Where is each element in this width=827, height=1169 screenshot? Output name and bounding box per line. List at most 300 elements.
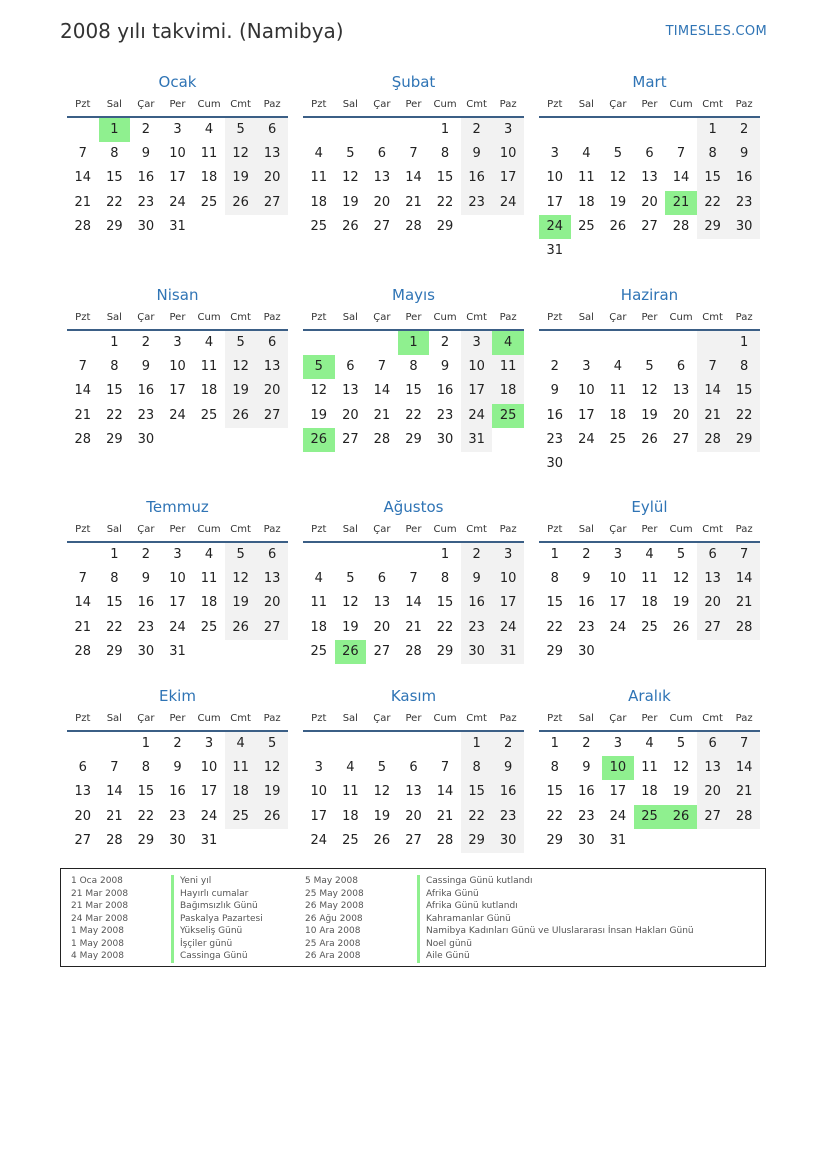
holiday-name: Hayırlı cumalar bbox=[171, 888, 263, 901]
weekday-header bbox=[539, 93, 760, 118]
day-cell: 16 bbox=[461, 166, 493, 190]
day-cell: 19 bbox=[225, 379, 257, 403]
day-cell: 23 bbox=[137, 194, 155, 210]
day-cell: 3 bbox=[613, 547, 623, 562]
weekday-label: Sal bbox=[342, 312, 358, 323]
empty-day-cell bbox=[67, 331, 99, 355]
day-cell: 18 bbox=[200, 170, 218, 186]
weekday-label: Çar bbox=[373, 524, 391, 535]
day-cell: 25 bbox=[200, 407, 218, 423]
day-cell: 24 bbox=[492, 191, 524, 215]
day-cell: 24 bbox=[169, 407, 186, 423]
holiday-day-cell: 24 bbox=[539, 215, 571, 239]
holiday-name: Aile Günü bbox=[417, 950, 694, 963]
month-name: Haziran bbox=[620, 286, 679, 304]
weekday-header bbox=[67, 93, 288, 118]
day-grid bbox=[303, 732, 524, 853]
day-cell: 28 bbox=[74, 431, 92, 447]
day-cell: 16 bbox=[492, 780, 524, 804]
day-cell: 4 bbox=[645, 736, 654, 751]
day-cell: 7 bbox=[697, 355, 729, 379]
weekday-label: Cmt bbox=[466, 524, 487, 535]
day-cell: 11 bbox=[641, 760, 658, 776]
weekday-header bbox=[539, 518, 760, 543]
day-cell: 22 bbox=[137, 808, 155, 824]
day-cell: 5 bbox=[346, 571, 355, 587]
weekday-label: Sal bbox=[578, 713, 594, 724]
day-cell: 24 bbox=[200, 808, 218, 824]
day-cell: 29 bbox=[546, 832, 564, 848]
day-cell: 15 bbox=[106, 595, 123, 611]
empty-day-cell bbox=[99, 732, 131, 756]
day-cell: 26 bbox=[225, 404, 257, 428]
day-cell: 26 bbox=[609, 218, 627, 234]
month-name: Aralık bbox=[628, 687, 671, 705]
day-cell: 27 bbox=[74, 832, 92, 848]
day-cell: 1 bbox=[697, 118, 729, 142]
day-cell: 29 bbox=[728, 428, 760, 452]
day-cell: 20 bbox=[405, 808, 422, 824]
day-cell: 23 bbox=[436, 407, 454, 423]
day-grid bbox=[303, 331, 524, 452]
day-cell: 8 bbox=[440, 571, 450, 587]
brand-logo-text[interactable]: TIMESLES.COM bbox=[665, 24, 767, 39]
day-cell: 4 bbox=[346, 760, 355, 776]
day-cell: 18 bbox=[578, 194, 595, 210]
day-cell: 1 bbox=[461, 732, 493, 756]
weekday-label: Pzt bbox=[311, 99, 327, 110]
day-cell: 17 bbox=[492, 591, 524, 615]
weekday-label: Per bbox=[169, 713, 186, 724]
day-cell: 18 bbox=[200, 383, 218, 399]
day-cell: 10 bbox=[310, 784, 328, 800]
day-cell: 13 bbox=[256, 567, 288, 591]
day-cell: 28 bbox=[373, 431, 391, 447]
day-cell: 30 bbox=[436, 431, 454, 447]
day-cell: 14 bbox=[74, 595, 92, 611]
weekday-header bbox=[67, 707, 288, 732]
day-cell: 17 bbox=[492, 166, 524, 190]
holiday-day-cell: 4 bbox=[492, 331, 524, 355]
day-cell: 16 bbox=[578, 784, 595, 800]
month-name: Ekim bbox=[159, 687, 196, 705]
day-cell: 22 bbox=[697, 191, 729, 215]
month-name: Mayıs bbox=[392, 286, 435, 304]
day-cell: 8 bbox=[697, 142, 729, 166]
day-cell: 26 bbox=[342, 218, 359, 234]
holiday-name: Noel günü bbox=[417, 938, 694, 951]
weekday-label: Per bbox=[405, 312, 422, 323]
day-cell: 27 bbox=[256, 616, 288, 640]
day-cell: 13 bbox=[74, 784, 92, 800]
empty-day-cell bbox=[303, 543, 335, 567]
weekday-header bbox=[303, 306, 524, 331]
holiday-day-cell: 1 bbox=[99, 118, 131, 142]
day-cell: 6 bbox=[676, 359, 686, 375]
empty-day-cell bbox=[571, 331, 603, 355]
day-cell: 12 bbox=[342, 170, 359, 186]
day-cell: 23 bbox=[728, 191, 760, 215]
empty-day-cell bbox=[539, 118, 571, 142]
holiday-name: Yükseliş Günü bbox=[171, 925, 263, 938]
day-cell: 3 bbox=[461, 331, 493, 355]
weekday-label: Çar bbox=[609, 713, 627, 724]
weekday-label: Cum bbox=[197, 312, 221, 323]
day-cell: 16 bbox=[436, 383, 454, 399]
month-name: Mart bbox=[632, 73, 667, 91]
holiday-date: 10 Ara 2008 bbox=[305, 926, 361, 936]
weekday-label: Cum bbox=[433, 312, 457, 323]
day-cell: 7 bbox=[676, 146, 686, 162]
day-cell: 4 bbox=[204, 335, 214, 350]
weekday-label: Pzt bbox=[547, 312, 563, 323]
empty-day-cell bbox=[335, 331, 367, 355]
day-cell: 1 bbox=[550, 736, 559, 751]
day-cell: 5 bbox=[346, 146, 355, 162]
weekday-label: Sal bbox=[578, 312, 594, 323]
weekday-label: Cum bbox=[433, 99, 457, 110]
day-cell: 2 bbox=[550, 359, 559, 375]
day-cell: 21 bbox=[405, 194, 422, 210]
empty-day-cell bbox=[335, 543, 367, 567]
day-cell: 28 bbox=[436, 832, 454, 848]
day-cell: 31 bbox=[169, 643, 186, 659]
day-cell: 21 bbox=[697, 404, 729, 428]
day-cell: 19 bbox=[342, 619, 359, 635]
day-cell: 21 bbox=[74, 619, 92, 635]
day-cell: 7 bbox=[409, 146, 418, 162]
day-cell: 22 bbox=[546, 619, 564, 635]
weekday-label: Cum bbox=[197, 713, 221, 724]
day-cell: 11 bbox=[641, 571, 658, 587]
day-cell: 10 bbox=[546, 170, 564, 186]
weekday-label: Paz bbox=[735, 99, 753, 110]
month-name: Temmuz bbox=[146, 498, 209, 516]
day-cell: 22 bbox=[106, 407, 123, 423]
holiday-date: 4 May 2008 bbox=[71, 951, 124, 961]
day-cell: 13 bbox=[373, 170, 391, 186]
day-cell: 2 bbox=[461, 118, 493, 142]
weekday-label: Paz bbox=[263, 312, 281, 323]
day-cell: 16 bbox=[137, 170, 155, 186]
day-cell: 18 bbox=[310, 194, 328, 210]
weekday-label: Paz bbox=[499, 312, 517, 323]
day-cell: 25 bbox=[200, 619, 218, 635]
day-cell: 31 bbox=[609, 832, 627, 848]
day-cell: 22 bbox=[728, 404, 760, 428]
holiday-date: 1 May 2008 bbox=[71, 926, 124, 936]
day-cell: 9 bbox=[461, 142, 493, 166]
day-cell: 13 bbox=[342, 383, 359, 399]
weekday-header bbox=[303, 707, 524, 732]
weekday-label: Cum bbox=[669, 99, 693, 110]
day-cell: 2 bbox=[728, 118, 760, 142]
day-cell: 4 bbox=[613, 359, 623, 375]
day-cell: 17 bbox=[546, 194, 564, 210]
day-cell: 5 bbox=[613, 146, 623, 162]
month-calendar bbox=[67, 686, 288, 853]
day-cell: 25 bbox=[578, 218, 595, 234]
weekday-label: Çar bbox=[137, 312, 155, 323]
day-cell: 5 bbox=[645, 359, 654, 375]
day-cell: 28 bbox=[672, 218, 690, 234]
day-grid bbox=[539, 732, 760, 853]
day-cell: 10 bbox=[169, 571, 186, 587]
day-cell: 9 bbox=[582, 760, 591, 776]
weekday-label: Çar bbox=[609, 99, 627, 110]
weekday-label: Pzt bbox=[547, 99, 563, 110]
day-cell: 14 bbox=[106, 784, 123, 800]
empty-day-cell bbox=[67, 118, 99, 142]
day-cell: 7 bbox=[110, 760, 119, 776]
day-cell: 1 bbox=[141, 736, 151, 751]
day-cell: 18 bbox=[200, 595, 218, 611]
holiday-date: 26 Ağu 2008 bbox=[305, 913, 363, 924]
day-cell: 19 bbox=[672, 784, 690, 800]
day-cell: 8 bbox=[110, 359, 119, 375]
day-cell: 14 bbox=[373, 383, 391, 399]
day-cell: 8 bbox=[550, 760, 559, 776]
day-cell: 5 bbox=[676, 736, 686, 751]
holiday-date: 24 Mar 2008 bbox=[71, 913, 129, 924]
empty-day-cell bbox=[67, 543, 99, 567]
day-cell: 6 bbox=[346, 359, 355, 375]
day-cell: 15 bbox=[137, 784, 155, 800]
weekday-label: Sal bbox=[578, 524, 594, 535]
weekday-label: Cmt bbox=[466, 713, 487, 724]
empty-day-cell bbox=[539, 331, 571, 355]
day-cell: 13 bbox=[256, 142, 288, 166]
weekday-label: Cmt bbox=[230, 312, 251, 323]
day-cell: 10 bbox=[492, 567, 524, 591]
day-cell: 9 bbox=[550, 383, 559, 399]
day-cell: 16 bbox=[169, 784, 186, 800]
day-cell: 7 bbox=[78, 359, 87, 375]
day-cell: 24 bbox=[609, 808, 627, 824]
day-cell: 15 bbox=[405, 383, 422, 399]
weekday-header bbox=[67, 306, 288, 331]
holiday-names-right bbox=[417, 875, 694, 963]
day-grid bbox=[67, 331, 288, 452]
holiday-day-cell: 26 bbox=[665, 805, 697, 829]
day-cell: 12 bbox=[641, 383, 658, 399]
weekday-label: Sal bbox=[342, 713, 358, 724]
holiday-name: İşçiler günü bbox=[171, 938, 263, 951]
day-cell: 30 bbox=[137, 643, 155, 659]
weekday-label: Paz bbox=[263, 713, 281, 724]
holiday-date: 26 Ara 2008 bbox=[305, 951, 361, 961]
day-cell: 11 bbox=[310, 595, 328, 611]
day-grid bbox=[67, 543, 288, 664]
day-cell: 4 bbox=[582, 146, 591, 162]
day-cell: 15 bbox=[436, 170, 454, 186]
day-cell: 8 bbox=[409, 359, 418, 375]
day-cell: 13 bbox=[697, 756, 729, 780]
empty-day-cell bbox=[398, 118, 430, 142]
day-cell: 20 bbox=[641, 194, 658, 210]
day-cell: 22 bbox=[436, 619, 454, 635]
weekday-label: Cmt bbox=[230, 524, 251, 535]
day-cell: 14 bbox=[728, 567, 760, 591]
day-cell: 14 bbox=[405, 595, 422, 611]
day-cell: 12 bbox=[609, 170, 627, 186]
day-cell: 5 bbox=[676, 547, 686, 562]
day-cell: 2 bbox=[141, 547, 151, 562]
day-cell: 10 bbox=[461, 355, 493, 379]
day-cell: 16 bbox=[461, 591, 493, 615]
day-cell: 14 bbox=[74, 170, 92, 186]
month-name: Ocak bbox=[158, 73, 197, 91]
day-cell: 30 bbox=[137, 218, 155, 234]
day-cell: 27 bbox=[373, 218, 391, 234]
day-cell: 11 bbox=[225, 756, 257, 780]
day-cell: 12 bbox=[672, 760, 690, 776]
day-cell: 24 bbox=[169, 194, 186, 210]
empty-day-cell bbox=[366, 331, 398, 355]
day-cell: 29 bbox=[405, 431, 422, 447]
day-cell: 3 bbox=[204, 736, 214, 751]
day-cell: 18 bbox=[641, 595, 658, 611]
day-cell: 25 bbox=[609, 431, 627, 447]
day-cell: 8 bbox=[728, 355, 760, 379]
day-cell: 9 bbox=[141, 571, 151, 587]
day-cell: 31 bbox=[461, 428, 493, 452]
day-cell: 21 bbox=[728, 591, 760, 615]
holiday-name: Cassinga Günü kutlandı bbox=[417, 875, 694, 888]
holiday-names-left bbox=[171, 875, 263, 963]
day-cell: 2 bbox=[582, 547, 591, 562]
day-cell: 21 bbox=[373, 407, 391, 423]
month-calendar bbox=[539, 285, 760, 476]
day-grid bbox=[303, 543, 524, 664]
day-cell: 17 bbox=[609, 784, 627, 800]
day-cell: 8 bbox=[461, 756, 493, 780]
day-cell: 7 bbox=[78, 571, 87, 587]
day-cell: 20 bbox=[342, 407, 359, 423]
day-cell: 26 bbox=[672, 619, 690, 635]
day-cell: 9 bbox=[492, 756, 524, 780]
day-cell: 6 bbox=[645, 146, 654, 162]
day-cell: 1 bbox=[550, 547, 559, 562]
day-grid bbox=[539, 118, 760, 263]
day-cell: 20 bbox=[256, 166, 288, 190]
weekday-label: Cum bbox=[433, 524, 457, 535]
holiday-dates-left bbox=[71, 875, 128, 963]
day-cell: 2 bbox=[141, 122, 151, 137]
day-cell: 29 bbox=[436, 643, 454, 659]
day-cell: 18 bbox=[225, 780, 257, 804]
day-cell: 20 bbox=[256, 591, 288, 615]
day-cell: 23 bbox=[546, 431, 564, 447]
day-cell: 19 bbox=[256, 780, 288, 804]
day-cell: 20 bbox=[672, 407, 690, 423]
day-cell: 3 bbox=[613, 736, 623, 751]
day-cell: 23 bbox=[492, 805, 524, 829]
weekday-label: Per bbox=[641, 524, 658, 535]
day-cell: 1 bbox=[440, 547, 450, 562]
holiday-date: 5 May 2008 bbox=[305, 876, 358, 886]
weekday-label: Cmt bbox=[466, 312, 487, 323]
day-cell: 10 bbox=[169, 146, 186, 162]
day-cell: 30 bbox=[169, 832, 186, 848]
day-cell: 5 bbox=[377, 760, 387, 776]
day-cell: 12 bbox=[310, 383, 328, 399]
day-cell: 7 bbox=[728, 543, 760, 567]
day-cell: 18 bbox=[310, 619, 328, 635]
weekday-label: Cum bbox=[197, 524, 221, 535]
day-cell: 15 bbox=[436, 595, 454, 611]
holiday-date: 25 May 2008 bbox=[305, 888, 364, 899]
weekday-label: Per bbox=[405, 713, 422, 724]
day-cell: 31 bbox=[492, 640, 524, 664]
weekday-label: Cmt bbox=[702, 713, 723, 724]
day-cell: 29 bbox=[461, 829, 493, 853]
weekday-label: Cmt bbox=[230, 99, 251, 110]
empty-day-cell bbox=[665, 331, 697, 355]
day-grid bbox=[539, 543, 760, 664]
weekday-label: Pzt bbox=[311, 312, 327, 323]
weekday-label: Cum bbox=[433, 713, 457, 724]
weekday-label: Çar bbox=[373, 312, 391, 323]
day-cell: 17 bbox=[310, 808, 328, 824]
day-cell: 6 bbox=[256, 331, 288, 355]
day-cell: 9 bbox=[728, 142, 760, 166]
holiday-date: 21 Mar 2008 bbox=[71, 901, 129, 911]
weekday-label: Per bbox=[169, 312, 186, 323]
day-cell: 24 bbox=[461, 404, 493, 428]
day-cell: 30 bbox=[546, 455, 564, 471]
day-cell: 16 bbox=[137, 595, 155, 611]
weekday-label: Çar bbox=[373, 99, 391, 110]
month-name: Nisan bbox=[156, 286, 199, 304]
weekday-label: Per bbox=[405, 99, 422, 110]
day-cell: 12 bbox=[225, 142, 257, 166]
day-cell: 1 bbox=[110, 335, 119, 350]
day-cell: 15 bbox=[106, 170, 123, 186]
day-cell: 25 bbox=[641, 619, 658, 635]
day-cell: 21 bbox=[728, 780, 760, 804]
day-cell: 27 bbox=[672, 431, 690, 447]
month-calendar bbox=[303, 497, 524, 664]
day-cell: 25 bbox=[200, 194, 218, 210]
weekday-label: Paz bbox=[735, 312, 753, 323]
weekday-label: Cmt bbox=[702, 99, 723, 110]
day-cell: 14 bbox=[74, 383, 92, 399]
day-cell: 23 bbox=[461, 616, 493, 640]
weekday-label: Cmt bbox=[230, 713, 251, 724]
day-cell: 3 bbox=[492, 543, 524, 567]
day-cell: 23 bbox=[461, 191, 493, 215]
day-cell: 21 bbox=[436, 808, 454, 824]
empty-day-cell bbox=[303, 118, 335, 142]
day-cell: 19 bbox=[609, 194, 627, 210]
day-cell: 28 bbox=[106, 832, 123, 848]
day-cell: 8 bbox=[110, 571, 119, 587]
day-cell: 4 bbox=[314, 571, 323, 587]
day-cell: 2 bbox=[173, 736, 182, 751]
day-cell: 2 bbox=[492, 732, 524, 756]
day-cell: 15 bbox=[461, 780, 493, 804]
weekday-label: Sal bbox=[106, 312, 122, 323]
weekday-label: Sal bbox=[342, 99, 358, 110]
day-cell: 9 bbox=[173, 760, 182, 776]
holiday-name: Bağımsızlık Günü bbox=[171, 900, 263, 913]
day-cell: 26 bbox=[256, 805, 288, 829]
day-cell: 6 bbox=[697, 732, 729, 756]
weekday-label: Sal bbox=[106, 713, 122, 724]
day-cell: 21 bbox=[106, 808, 123, 824]
weekday-label: Paz bbox=[735, 713, 753, 724]
